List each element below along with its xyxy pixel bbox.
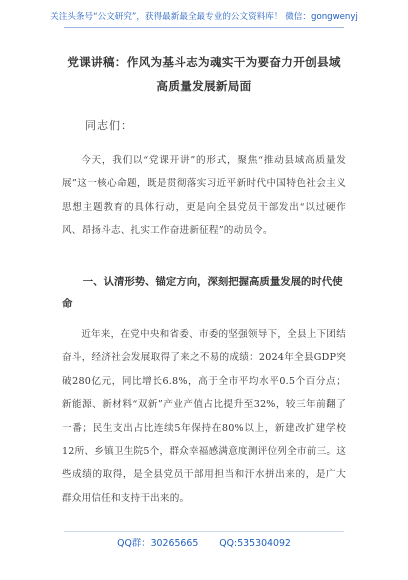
section-1-paragraph: 近年来，在党中央和省委、市委的坚强领导下，全县上下团结奋斗，经济社会发展取得了来之不易的成绩：2024年全县GDP突破280亿元，同比增长6.8%，高于全市平均水平0.5个百分点；新能源、新材料“双新”产业产值占比提升至32%，较三年前翻了一番；民生支出占比连续5年保持在80%以上，新建改扩建学校12所、乡镇卫生院5个，群众幸福感满意度测评位列全市前三。这些成绩的取得，是全县党员干部用担当和汗水拼出来的，是广大群众用信任和支持干出来的。 <box>62 329 346 504</box>
header-banner[interactable]: 关注头条号“公文研究”，获得最新最全最专业的公文资料库！ 微信：gongwenyj <box>50 12 358 22</box>
document-title: 党课讲稿：作风为基斗志为魂实干为要奋力开创县域高质量发展新局面 <box>67 55 341 93</box>
footer-qq-number[interactable]: QQ:535304092 <box>219 538 291 549</box>
footer-qq-group[interactable]: QQ群：30265665 <box>117 538 199 549</box>
salutation: 同志们： <box>85 119 133 132</box>
header-divider <box>64 27 344 28</box>
intro-paragraph: 今天，我们以“党课开讲”的形式，聚焦“推动县域高质量发展”这一核心命题，既是贯彻落实习近平新时代中国特色社会主义思想主题教育的具体行动，更是向全县党员干部发出“以过硬作风、昂扬斗志、扎实工作奋进新征程”的动员令。 <box>62 155 346 237</box>
footer-contact <box>0 535 408 549</box>
section-1-heading: 一、认清形势、锚定方向，深刻把握高质量发展的时代使命 <box>62 276 343 310</box>
footer-divider <box>64 531 344 532</box>
